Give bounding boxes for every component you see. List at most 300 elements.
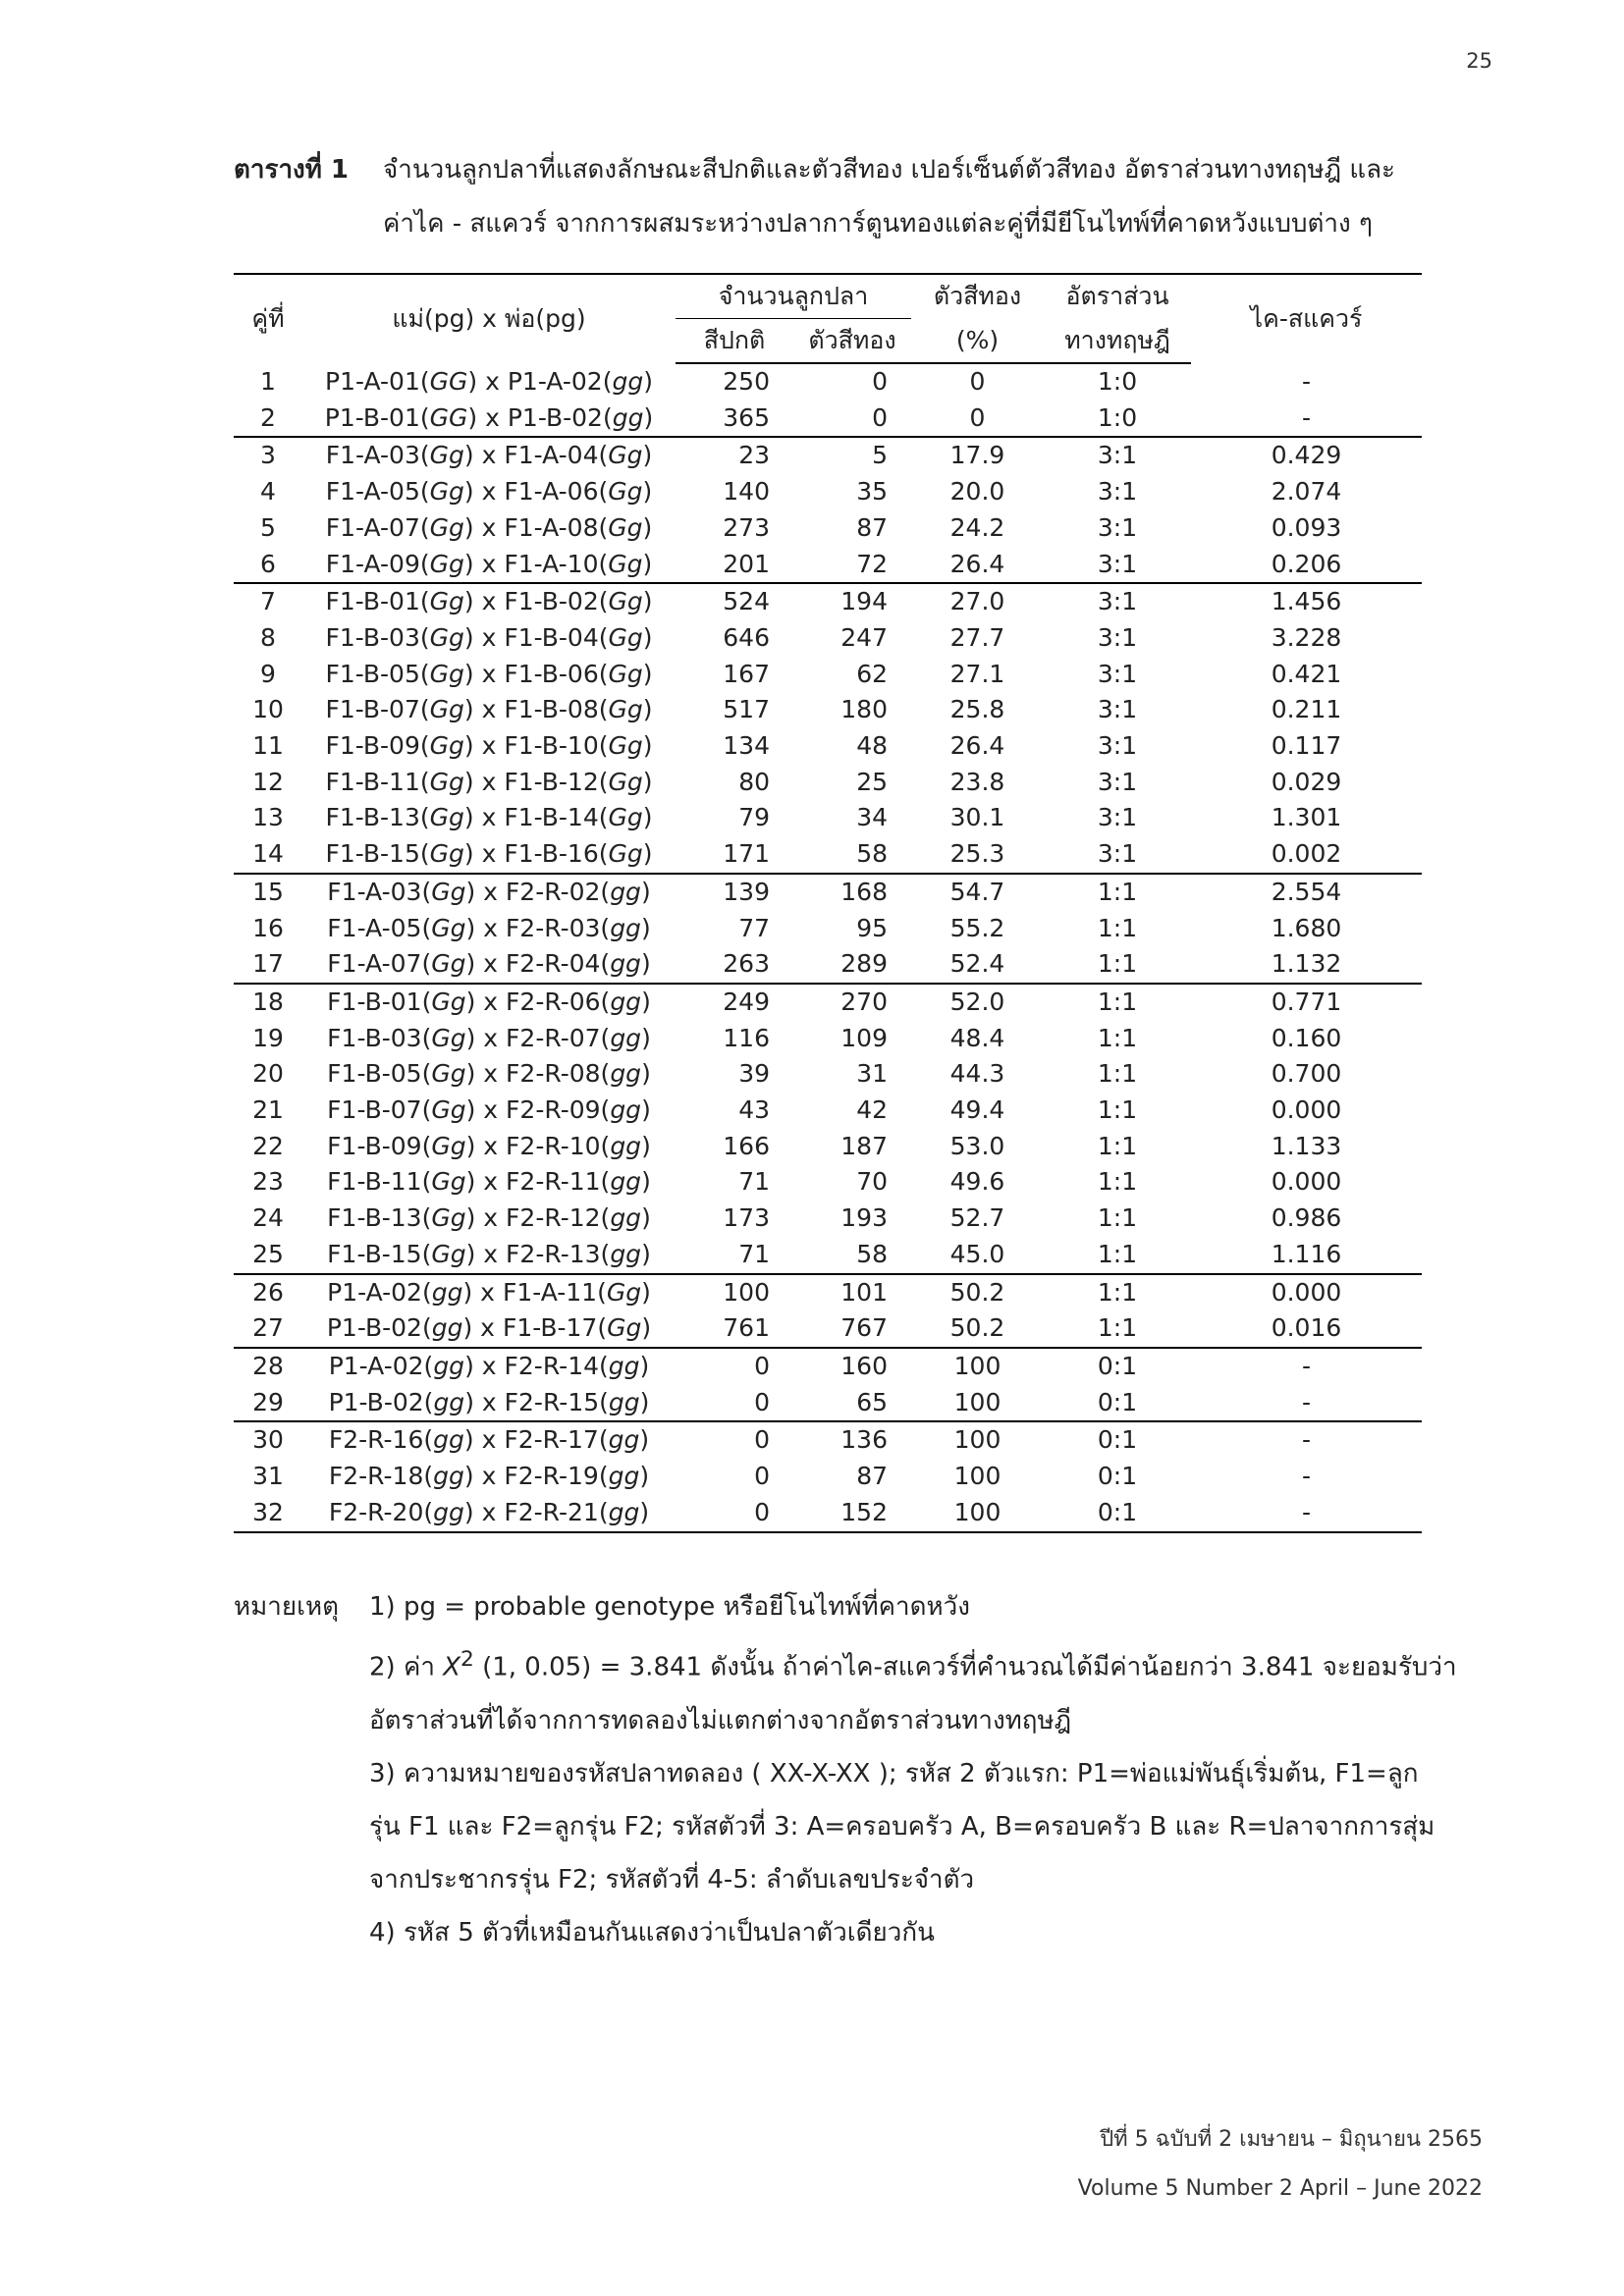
father-code: F1-B-16 [504, 839, 599, 869]
cell-gold-pct: 23.8 [949, 767, 1005, 796]
cell-chi: 3.228 [1271, 622, 1342, 652]
header-chi: ไค-สแควร์ [1191, 274, 1422, 363]
mother-code: F1-B-13 [327, 1203, 422, 1233]
table-row [234, 984, 1422, 1021]
mother-genotype: gg [433, 1425, 464, 1455]
cell-gold-pct: 27.0 [911, 583, 1044, 620]
father-genotype: Gg [608, 839, 643, 869]
father-genotype: gg [608, 1351, 640, 1380]
cell-gold-pct: 30.1 [949, 803, 1005, 832]
mother-code: F1-A-03 [327, 877, 422, 906]
cell-ratio: 3:1 [1097, 767, 1138, 796]
table-row [234, 1164, 1422, 1201]
table-row [234, 1093, 1422, 1129]
cell-chi: 0.771 [1191, 984, 1422, 1021]
cell-gold: 187 [840, 1131, 888, 1160]
cell-cross: F2-R-20(gg) x F2-R-21(gg) [302, 1495, 676, 1532]
cell-gold-pct: 44.3 [949, 1059, 1005, 1089]
father-code: F2-R-21 [504, 1497, 599, 1526]
cell-cross: F1-A-07(Gg) x F1-A-08(Gg) [325, 512, 653, 542]
cell-gold-pct: 24.2 [949, 512, 1005, 542]
cell-pair: 18 [234, 984, 302, 1021]
mother-genotype: Gg [429, 695, 464, 724]
mother-code: P1-B-02 [326, 1313, 422, 1343]
table-body [234, 363, 1422, 1532]
cell-gold-pct: 26.4 [949, 731, 1005, 761]
father-genotype: gg [610, 1095, 642, 1125]
cell-gold: 31 [856, 1059, 888, 1089]
father-genotype: gg [610, 1131, 642, 1160]
father-genotype: gg [610, 987, 642, 1016]
cell-ratio: 1:1 [1097, 1023, 1138, 1052]
cell-chi: - [1301, 1462, 1312, 1491]
cell-gold: 0 [872, 367, 888, 396]
mother-code: F1-B-09 [325, 731, 420, 761]
cell-pair: 17 [252, 949, 284, 979]
cell-normal: 0 [676, 1348, 793, 1385]
cell-chi: 0.986 [1271, 1203, 1342, 1233]
father-genotype: gg [610, 1023, 642, 1052]
mother-genotype: Gg [429, 512, 464, 542]
header-offspring: จำนวนลูกปลา [676, 274, 911, 319]
cell-chi: 1.116 [1271, 1239, 1342, 1268]
father-genotype: gg [612, 366, 644, 396]
cell-cross: F1-A-03(Gg) x F1-A-04(Gg) [302, 437, 676, 474]
cell-cross: P1-A-02(gg) x F1-A-11(Gg) [302, 1274, 676, 1311]
father-genotype: gg [608, 1462, 640, 1491]
cell-cross: P1-A-01(GG) x P1-A-02(gg) [325, 366, 653, 396]
cell-ratio: 1:1 [1097, 1313, 1138, 1343]
mother-genotype: Gg [429, 587, 464, 616]
header-ratio-top: อัตราส่วน [1044, 274, 1191, 319]
header-gold-pct-bottom: (%) [911, 319, 1044, 364]
cell-gold-pct: 20.0 [949, 477, 1005, 507]
cell-ratio: 3:1 [1097, 731, 1138, 761]
mother-genotype: Gg [429, 839, 464, 869]
cell-pair: 16 [252, 913, 284, 942]
cell-cross: F1-A-07(Gg) x F2-R-04(gg) [327, 949, 651, 979]
cell-gold: 101 [793, 1274, 911, 1311]
cell-gold: 194 [793, 583, 911, 620]
cell-cross: F2-R-16(gg) x F2-R-17(gg) [302, 1421, 676, 1459]
cell-cross: F1-B-11(Gg) x F2-R-11(gg) [327, 1167, 651, 1197]
cell-normal: 250 [723, 367, 770, 396]
father-genotype: Gg [607, 1313, 642, 1343]
father-code: P1-A-02 [507, 366, 603, 396]
cell-ratio: 3:1 [1097, 803, 1138, 832]
caption-label: ตารางที่ 1 [234, 155, 350, 185]
cell-gold: 95 [856, 913, 888, 942]
cell-normal: 171 [723, 839, 770, 869]
cell-pair: 24 [252, 1203, 284, 1233]
cell-normal: 273 [723, 512, 770, 542]
cell-gold-pct: 0 [969, 402, 986, 432]
cell-ratio: 3:1 [1044, 437, 1191, 474]
cell-normal: 166 [723, 1131, 770, 1160]
father-genotype: Gg [608, 477, 643, 507]
cell-normal: 517 [723, 695, 770, 724]
father-genotype: Gg [608, 587, 643, 616]
cell-cross: F1-B-15(Gg) x F1-B-16(Gg) [325, 839, 653, 869]
cell-ratio: 1:1 [1097, 1203, 1138, 1233]
table-row [234, 474, 1422, 510]
mother-code: F1-A-07 [327, 949, 422, 979]
cell-normal: 79 [738, 803, 770, 832]
cell-cross: F1-B-13(Gg) x F2-R-12(gg) [327, 1203, 651, 1233]
cell-gold-pct: 53.0 [949, 1131, 1005, 1160]
table-row [234, 583, 1422, 620]
cell-chi: - [1191, 1495, 1422, 1532]
mother-code: F1-B-05 [327, 1059, 422, 1089]
father-code: F1-B-06 [504, 659, 599, 688]
cell-pair: 14 [252, 839, 284, 869]
mother-code: F1-A-07 [325, 512, 420, 542]
notes-label: หมายเหตุ [234, 1592, 340, 1622]
cell-chi: 0.700 [1271, 1059, 1342, 1089]
cell-chi: 1.456 [1191, 583, 1422, 620]
table-row [234, 1421, 1422, 1459]
caption-line-2: ค่าไค - สแควร์ จากการผสมระหว่างปลาการ์ตูนทองแต่ละคู่ที่มียีโนไทพ์ที่คาดหวังแบบต่าง ๆ [383, 209, 1373, 239]
cell-chi: 0.000 [1271, 1167, 1342, 1197]
cell-gold-pct: 100 [911, 1495, 1044, 1532]
cell-normal: 134 [723, 731, 770, 761]
father-code: F1-A-10 [504, 549, 599, 578]
father-code: F2-R-10 [506, 1131, 601, 1160]
cell-pair: 26 [234, 1274, 302, 1311]
cell-chi: 1.133 [1271, 1131, 1342, 1160]
mother-genotype: gg [431, 1313, 463, 1343]
cell-normal: 167 [723, 659, 770, 688]
cell-pair: 6 [260, 549, 276, 578]
father-genotype: gg [608, 1387, 640, 1416]
father-genotype: Gg [608, 803, 643, 832]
father-code: F2-R-19 [504, 1462, 599, 1491]
cell-ratio: 0:1 [1097, 1387, 1138, 1416]
mother-code: F2-R-20 [328, 1497, 424, 1526]
father-code: F2-R-07 [506, 1023, 601, 1052]
father-genotype: gg [610, 1167, 642, 1197]
cell-gold: 193 [840, 1203, 888, 1233]
father-code: F1-B-04 [504, 622, 599, 652]
father-code: F1-B-12 [504, 767, 599, 796]
cell-gold-pct: 100 [953, 1462, 1001, 1491]
cell-normal: 77 [738, 913, 770, 942]
cell-cross: P1-A-02(gg) x F2-R-14(gg) [302, 1348, 676, 1385]
father-genotype: Gg [608, 695, 643, 724]
father-code: F1-A-08 [504, 512, 599, 542]
mother-genotype: Gg [431, 1023, 466, 1052]
cell-pair: 5 [260, 512, 276, 542]
mother-code: P1-B-01 [324, 402, 420, 432]
mother-genotype: Gg [429, 731, 464, 761]
cell-normal: 71 [738, 1167, 770, 1197]
cell-gold: 48 [856, 731, 888, 761]
mother-genotype: Gg [431, 1203, 466, 1233]
cell-cross: F1-A-05(Gg) x F2-R-03(gg) [327, 913, 651, 942]
cell-cross: F1-B-01(Gg) x F1-B-02(Gg) [302, 583, 676, 620]
cell-gold-pct: 25.3 [949, 839, 1005, 869]
cell-cross: F1-B-05(Gg) x F2-R-08(gg) [327, 1059, 651, 1089]
page-number: 25 [1466, 49, 1492, 73]
father-genotype: gg [610, 1239, 642, 1268]
father-code: F1-B-14 [504, 803, 599, 832]
cell-chi: 0.093 [1271, 512, 1342, 542]
mother-genotype: Gg [429, 549, 464, 578]
header-gold: ตัวสีทอง [793, 319, 911, 364]
mother-genotype: Gg [431, 1167, 466, 1197]
mother-genotype: Gg [429, 441, 464, 470]
cell-ratio: 1:1 [1097, 1059, 1138, 1089]
table-caption [234, 143, 1490, 251]
father-genotype: Gg [606, 1277, 642, 1307]
mother-genotype: Gg [431, 1131, 466, 1160]
cell-gold-pct: 0 [969, 367, 986, 396]
father-code: F2-R-17 [504, 1425, 599, 1455]
cell-pair: 8 [260, 622, 276, 652]
mother-code: F2-R-16 [328, 1425, 424, 1455]
note-2-prefix: 2) ค่า [369, 1652, 444, 1682]
cell-chi: 0.160 [1271, 1023, 1342, 1052]
cell-gold: 168 [793, 874, 911, 911]
table-row [234, 363, 1422, 400]
mother-genotype: gg [433, 1462, 464, 1491]
cell-ratio: 3:1 [1097, 695, 1138, 724]
mother-code: F1-B-11 [325, 767, 420, 796]
mother-genotype: Gg [431, 1095, 466, 1125]
cell-chi: 0.429 [1191, 437, 1422, 474]
father-code: F2-R-06 [506, 987, 601, 1016]
cell-gold: 42 [856, 1095, 888, 1125]
cell-pair: 7 [234, 583, 302, 620]
cell-chi: 2.554 [1191, 874, 1422, 911]
cell-ratio: 1:1 [1044, 984, 1191, 1021]
notes [234, 1580, 1490, 1959]
cell-gold: 72 [856, 549, 888, 578]
cell-ratio: 1:1 [1044, 1274, 1191, 1311]
table-row [234, 1310, 1422, 1348]
caption-line-1: จำนวนลูกปลาที่แสดงลักษณะสีปกติและตัวสีทอง เปอร์เซ็นต์ตัวสีทอง อัตราส่วนทางทฤษฎี และ [383, 155, 1396, 185]
cell-pair: 13 [252, 803, 284, 832]
mother-code: P1-A-02 [327, 1277, 422, 1307]
cell-pair: 19 [252, 1023, 284, 1052]
header-ratio-bottom: ทางทฤษฎี [1044, 319, 1191, 364]
mother-genotype: Gg [431, 1239, 466, 1268]
father-genotype: gg [610, 913, 641, 942]
mother-genotype: Gg [431, 1059, 466, 1089]
cell-normal: 0 [676, 1421, 793, 1459]
cell-cross: F1-B-15(Gg) x F2-R-13(gg) [327, 1239, 651, 1268]
cell-chi: 1.680 [1271, 913, 1342, 942]
header-cross: แม่(pg) x พ่อ(pg) [302, 274, 676, 363]
cell-gold-pct: 27.7 [949, 622, 1005, 652]
father-code: F2-R-02 [505, 877, 601, 906]
cell-gold: 109 [840, 1023, 888, 1052]
cell-chi: 0.029 [1271, 767, 1342, 796]
mother-code: F1-B-11 [327, 1167, 422, 1197]
father-genotype: gg [612, 402, 644, 432]
cell-ratio: 1:0 [1097, 402, 1138, 432]
cell-gold-pct: 52.4 [949, 949, 1005, 979]
cell-cross: F1-B-13(Gg) x F1-B-14(Gg) [325, 803, 653, 832]
cell-ratio: 3:1 [1097, 659, 1138, 688]
cell-normal: 140 [723, 477, 770, 507]
cell-normal: 139 [676, 874, 793, 911]
cell-pair: 1 [260, 366, 276, 396]
cell-cross: F2-R-18(gg) x F2-R-19(gg) [328, 1462, 650, 1491]
cell-gold-pct: 27.1 [949, 659, 1005, 688]
father-code: F2-R-13 [506, 1239, 601, 1268]
table-row [234, 437, 1422, 474]
cell-normal: 173 [723, 1203, 770, 1233]
cell-pair: 25 [252, 1239, 284, 1268]
cell-cross: F1-B-03(Gg) x F2-R-07(gg) [327, 1023, 651, 1052]
cell-gold: 65 [856, 1387, 888, 1416]
father-genotype: gg [610, 1203, 642, 1233]
cell-gold-pct: 50.2 [911, 1274, 1044, 1311]
cell-cross: F1-A-09(Gg) x F1-A-10(Gg) [325, 549, 653, 578]
note-2-x: X [443, 1652, 461, 1682]
cell-gold: 87 [856, 1462, 888, 1491]
mother-code: F1-B-09 [327, 1131, 422, 1160]
footer [884, 2115, 1483, 2214]
cell-ratio: 0:1 [1044, 1348, 1191, 1385]
cell-chi: 0.211 [1271, 695, 1342, 724]
cell-gold-pct: 25.8 [949, 695, 1005, 724]
cell-pair: 11 [252, 731, 284, 761]
cell-ratio: 1:0 [1097, 367, 1138, 396]
cell-ratio: 1:1 [1097, 1239, 1138, 1268]
cell-chi: - [1301, 366, 1312, 396]
mother-genotype: Gg [431, 913, 466, 942]
cell-pair: 28 [234, 1348, 302, 1385]
cell-cross: F1-A-03(Gg) x F2-R-02(gg) [302, 874, 676, 911]
cell-gold: 152 [793, 1495, 911, 1532]
father-code: F1-A-06 [504, 477, 599, 507]
table-row [234, 1129, 1422, 1165]
cell-gold: 70 [856, 1167, 888, 1197]
cell-ratio: 0:1 [1097, 1462, 1138, 1491]
cell-gold: 767 [840, 1313, 888, 1343]
cell-gold-pct: 100 [911, 1421, 1044, 1459]
note-3-continued-1: รุ่น F1 และ F2=ลูกรุ่น F2; รหัสตัวที่ 3: A=ครอบครัว A, B=ครอบครัว B และ R=ปลาจากการสุ่ม [369, 1811, 1435, 1842]
mother-genotype: gg [431, 1277, 463, 1307]
cell-normal: 365 [723, 402, 770, 432]
mother-code: F1-B-01 [327, 987, 422, 1016]
cell-gold: 87 [856, 512, 888, 542]
cell-gold: 35 [856, 477, 888, 507]
table-row [234, 1021, 1422, 1057]
cell-gold: 58 [856, 1239, 888, 1268]
father-genotype: gg [608, 1497, 640, 1526]
father-code: F2-R-09 [506, 1095, 601, 1125]
cell-ratio: 3:1 [1097, 477, 1138, 507]
mother-genotype: Gg [431, 949, 466, 979]
note-2-continued: อัตราส่วนที่ได้จากการทดลองไม่แตกต่างจากอัตราส่วนทางทฤษฎี [369, 1705, 1072, 1735]
mother-code: F2-R-18 [328, 1462, 424, 1491]
mother-genotype: Gg [429, 477, 464, 507]
cell-pair: 20 [252, 1059, 284, 1089]
cell-cross: F1-A-05(Gg) x F1-A-06(Gg) [325, 477, 653, 507]
cell-cross: F1-B-07(Gg) x F1-B-08(Gg) [325, 695, 653, 724]
cell-normal: 524 [676, 583, 793, 620]
father-genotype: gg [610, 949, 641, 979]
mother-code: F1-B-03 [327, 1023, 422, 1052]
cell-chi: 0.117 [1271, 731, 1342, 761]
mother-code: F1-B-13 [325, 803, 420, 832]
cell-normal: 201 [723, 549, 770, 578]
father-code: F1-B-10 [504, 731, 599, 761]
mother-genotype: Gg [429, 659, 464, 688]
table-row [234, 874, 1422, 911]
cell-pair: 32 [234, 1495, 302, 1532]
cell-gold: 5 [793, 437, 911, 474]
cell-gold: 34 [856, 803, 888, 832]
cell-gold-pct: 50.2 [949, 1313, 1005, 1343]
cell-gold-pct: 54.7 [911, 874, 1044, 911]
father-genotype: gg [610, 877, 641, 906]
table-row [234, 728, 1422, 765]
cell-cross: F1-B-03(Gg) x F1-B-04(Gg) [325, 622, 653, 652]
father-genotype: Gg [608, 659, 643, 688]
footer-english: Volume 5 Number 2 April – June 2022 [1077, 2176, 1483, 2201]
cell-cross: P1-B-02(gg) x F1-B-17(Gg) [326, 1313, 652, 1343]
cell-ratio: 0:1 [1044, 1421, 1191, 1459]
mother-code: F1-B-15 [325, 839, 420, 869]
cell-gold: 160 [793, 1348, 911, 1385]
mother-genotype: Gg [429, 803, 464, 832]
cell-ratio: 1:1 [1097, 1167, 1138, 1197]
cell-cross: F1-B-05(Gg) x F1-B-06(Gg) [325, 659, 653, 688]
cell-chi: 0.000 [1271, 1095, 1342, 1125]
cell-gold: 136 [793, 1421, 911, 1459]
cell-chi: - [1301, 402, 1312, 432]
cell-pair: 21 [252, 1095, 284, 1125]
table-row [234, 1201, 1422, 1237]
mother-code: F1-B-07 [325, 695, 420, 724]
cell-pair: 31 [252, 1462, 284, 1491]
cell-normal: 0 [754, 1387, 770, 1416]
cell-pair: 22 [252, 1131, 284, 1160]
note-2-text: (1, 0.05) = 3.841 ดังนั้น ถ้าค่าไค-สแควร์ที่คำนวณได้มีค่าน้อยกว่า 3.841 จะยอมรับว่า [473, 1652, 1457, 1682]
cell-chi: 0.421 [1271, 659, 1342, 688]
table-row [234, 1056, 1422, 1093]
cell-normal: 761 [723, 1313, 770, 1343]
cell-pair: 9 [260, 659, 276, 688]
cell-gold: 0 [872, 402, 888, 432]
father-code: F1-A-11 [502, 1277, 598, 1307]
father-genotype: Gg [608, 549, 643, 578]
footer-thai: ปีที่ 5 ฉบับที่ 2 เมษายน – มิถุนายน 2565 [1100, 2127, 1483, 2152]
mother-code: F1-B-15 [327, 1239, 422, 1268]
father-code: F2-R-14 [504, 1351, 600, 1380]
father-code: F2-R-03 [505, 913, 601, 942]
cell-pair: 12 [252, 767, 284, 796]
cell-pair: 30 [234, 1421, 302, 1459]
cell-normal: 0 [676, 1495, 793, 1532]
cell-pair: 23 [252, 1167, 284, 1197]
mother-genotype: Gg [429, 622, 464, 652]
father-genotype: Gg [608, 441, 643, 470]
cell-ratio: 1:1 [1097, 1131, 1138, 1160]
father-code: F2-R-08 [506, 1059, 601, 1089]
cell-normal: 80 [738, 767, 770, 796]
cell-ratio: 3:1 [1097, 549, 1138, 578]
table-row [234, 800, 1422, 836]
cell-ratio: 3:1 [1044, 583, 1191, 620]
table-row [234, 1237, 1422, 1274]
cell-chi: - [1191, 1348, 1422, 1385]
cell-cross: F1-B-01(Gg) x F2-R-06(gg) [302, 984, 676, 1021]
